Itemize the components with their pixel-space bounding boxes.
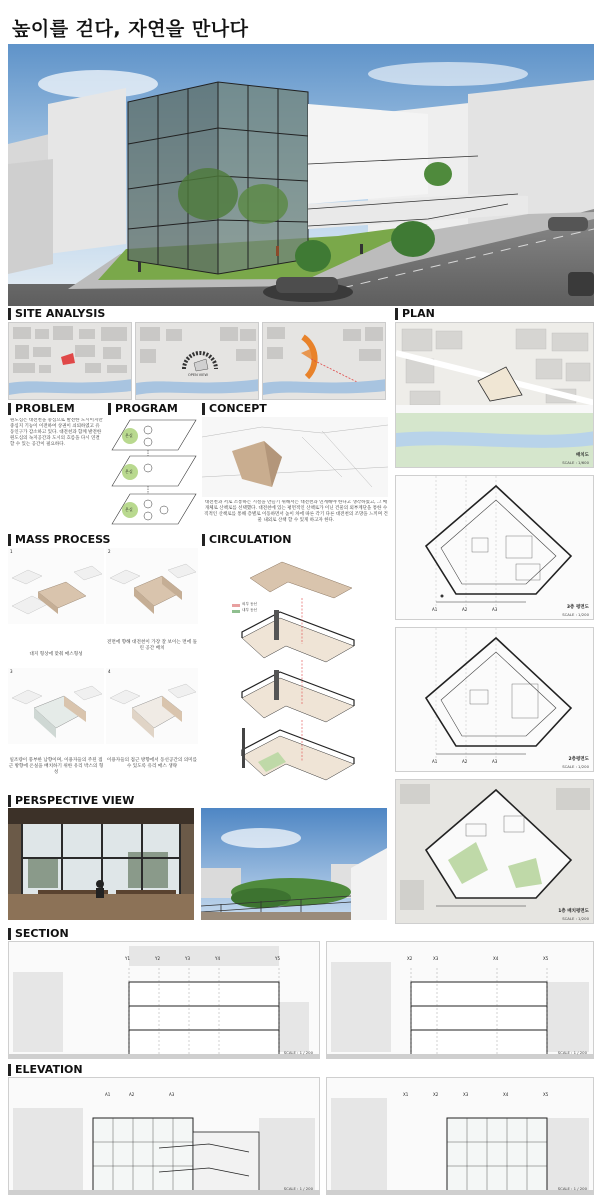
mass-step-4-caption: 이용자들의 접근 방향에서 동선공간의 의미를 수 있도록 유리 매스 생략	[106, 758, 198, 770]
floor3-grid-a3: A3	[492, 607, 498, 612]
section-right-grid-x4: X4	[493, 956, 499, 961]
section-right-scale: SCALE : 1 / 200	[557, 1050, 587, 1055]
elevation-right-grid-x1: X1	[403, 1092, 409, 1097]
site-map-3-drawing	[263, 323, 386, 400]
floor3-label: 3층 평면도	[566, 605, 589, 610]
floor-plan-2-svg	[396, 628, 594, 772]
elevation-right-grid-x5: X5	[543, 1092, 549, 1097]
mass-step-2-num: 2	[108, 549, 111, 554]
floor-plan-1	[395, 779, 594, 924]
floor2-grid-a1: A1	[432, 759, 438, 764]
elevation-left-svg	[9, 1078, 320, 1195]
elevation-right-svg	[327, 1078, 594, 1195]
section-left-scale: SCALE : 1 / 200	[283, 1050, 313, 1055]
floor3-grid-a1: A1	[432, 607, 438, 612]
program-diagram-svg	[108, 416, 200, 530]
floor2-label: 2층평면도	[568, 757, 589, 762]
section-left-svg	[9, 942, 320, 1059]
section-left-grid-y5: Y5	[275, 956, 280, 961]
site-map-1-drawing	[9, 323, 132, 400]
section-elevation-title: ELEVATION	[8, 1064, 594, 1076]
problem-text: 원도심은 대전천을 중심으로 발전한 도시이지만 중심지 기능이 이전하여 상권이 쇠퇴하였고 유동인구가 감소하고 있다. 대전천과 함께 발전한 원도심의 녹지공간과 도시의 흐름을 다시 연결할 수 있는 공간이 필요하다.	[10, 418, 103, 447]
section-left-grid-y2: Y2	[155, 956, 160, 961]
mass-step-2-svg	[106, 548, 198, 624]
site-plan-label: 배치도	[575, 453, 589, 458]
open-view-label: OPEN VIEW	[188, 373, 208, 377]
elevation-drawing-right	[326, 1077, 594, 1195]
mass-step-4-num: 4	[108, 669, 111, 674]
mass-step-1-caption: 대지 형상에 맞춰 매스형성	[29, 652, 83, 657]
elevation-left-grid-a2: A2	[129, 1092, 135, 1097]
perspective-exterior-svg	[201, 808, 387, 920]
elevation-left-scale: SCALE : 1 / 200	[283, 1186, 313, 1191]
perspective-interior	[8, 808, 194, 920]
perspective-interior-svg	[8, 808, 194, 920]
floor-plan-2	[395, 627, 594, 772]
section-perspective-title: PERSPECTIVE VIEW	[8, 795, 388, 807]
page-title: 높이를 걷다, 자연을 만나다	[12, 18, 249, 40]
mass-step-4	[106, 668, 198, 744]
program-node-2: 온실	[125, 469, 133, 474]
mass-step-1-num: 1	[10, 549, 13, 554]
hero-render	[8, 44, 594, 306]
site-analysis-map-3	[262, 322, 386, 400]
floor-plan-3	[395, 475, 594, 620]
section-section-title: SECTION	[8, 928, 594, 940]
section-left-grid-y1: Y1	[125, 956, 130, 961]
circulation-diagram-svg	[202, 548, 388, 788]
elevation-left-grid-a3: A3	[169, 1092, 175, 1097]
mass-step-3-svg	[8, 668, 104, 744]
site-analysis-map-2	[135, 322, 259, 400]
section-right-grid-x3: X3	[433, 956, 439, 961]
site-plan-scale: SCALE : 1/600	[562, 460, 589, 465]
floor-plan-3-svg	[396, 476, 594, 620]
elevation-drawing-left	[8, 1077, 320, 1195]
mass-step-3-num: 3	[10, 669, 13, 674]
floor2-scale: SCALE : 1/200	[562, 764, 589, 769]
section-left-grid-y3: Y3	[185, 956, 190, 961]
program-diagram	[108, 416, 200, 530]
section-problem-title: PROBLEM	[8, 403, 104, 415]
floor2-grid-a3: A3	[492, 759, 498, 764]
site-map-2-drawing	[136, 323, 259, 400]
circulation-legend-outer: 외부 동선	[242, 602, 258, 606]
mass-step-2-caption: 전면에 향해 대전천이 가장 잘 보이는 면에 돌린 공간 배치	[106, 640, 198, 652]
section-program-title: PROGRAM	[108, 403, 198, 415]
mass-step-1-svg	[8, 548, 104, 624]
concept-sketch	[202, 417, 388, 497]
floor1-scale: SCALE : 1/200	[562, 916, 589, 921]
floor2-grid-a2: A2	[462, 759, 468, 764]
concept-sketch-svg	[202, 417, 388, 497]
site-plan-svg	[396, 323, 594, 468]
section-right-grid-x2: X2	[407, 956, 413, 961]
floor-plan-1-svg	[396, 780, 594, 924]
program-node-3: 온실	[125, 507, 133, 512]
section-left-grid-y4: Y4	[215, 956, 220, 961]
section-right-svg	[327, 942, 594, 1059]
section-mass-process-title: MASS PROCESS	[8, 534, 198, 546]
section-drawing-left	[8, 941, 320, 1059]
circulation-legend-inner: 내부 동선	[242, 608, 258, 612]
perspective-exterior	[201, 808, 387, 920]
section-site-analysis-title: SITE ANALYSIS	[8, 308, 388, 320]
elevation-right-grid-x2: X2	[433, 1092, 439, 1097]
elevation-left-grid-a1: A1	[105, 1092, 111, 1097]
elevation-right-grid-x4: X4	[503, 1092, 509, 1097]
section-right-grid-x5: X5	[543, 956, 549, 961]
site-plan-drawing	[395, 322, 594, 468]
elevation-right-scale: SCALE : 1 / 200	[557, 1186, 587, 1191]
mass-step-4-svg	[106, 668, 198, 744]
mass-step-3	[8, 668, 104, 744]
section-drawing-right	[326, 941, 594, 1059]
floor1-label: 1층 배치평면도	[558, 909, 589, 914]
floor3-grid-a2: A2	[462, 607, 468, 612]
elevation-right-grid-x3: X3	[463, 1092, 469, 1097]
site-analysis-map-1	[8, 322, 132, 400]
mass-step-1	[8, 548, 104, 624]
concept-text: 대전천과 서로 소통하는 시설을 만들기 위해서는 대전천과 연계해야 한다고 생각하였고, 그 매개체로 산책로를 선택했다. 대전천에 있는 평면적인 산책로가 이닌 건물의 외부계단을 통한 수직적인 산책로를 통해 층별로 이동하면서 높이 차에 따른 각기 다른 대전천의 조망을 느끼며 건물 내외로 산책 할 수 있게 하고자 한다.	[204, 500, 388, 523]
section-concept-title: CONCEPT	[202, 403, 388, 415]
circulation-diagram	[202, 548, 388, 788]
mass-step-2	[106, 548, 198, 624]
hero-render-image	[8, 44, 594, 306]
mass-step-3-caption: 일조량이 풍부한 남향이며, 이용자들의 주된 접근 방향에 온실을 배치하기 위한 유리 박스의 형성	[8, 758, 104, 776]
section-plan-title: PLAN	[395, 308, 595, 320]
floor3-scale: SCALE : 1/200	[562, 612, 589, 617]
program-node-1: 온실	[125, 433, 133, 438]
section-circulation-title: CIRCULATION	[202, 534, 388, 546]
